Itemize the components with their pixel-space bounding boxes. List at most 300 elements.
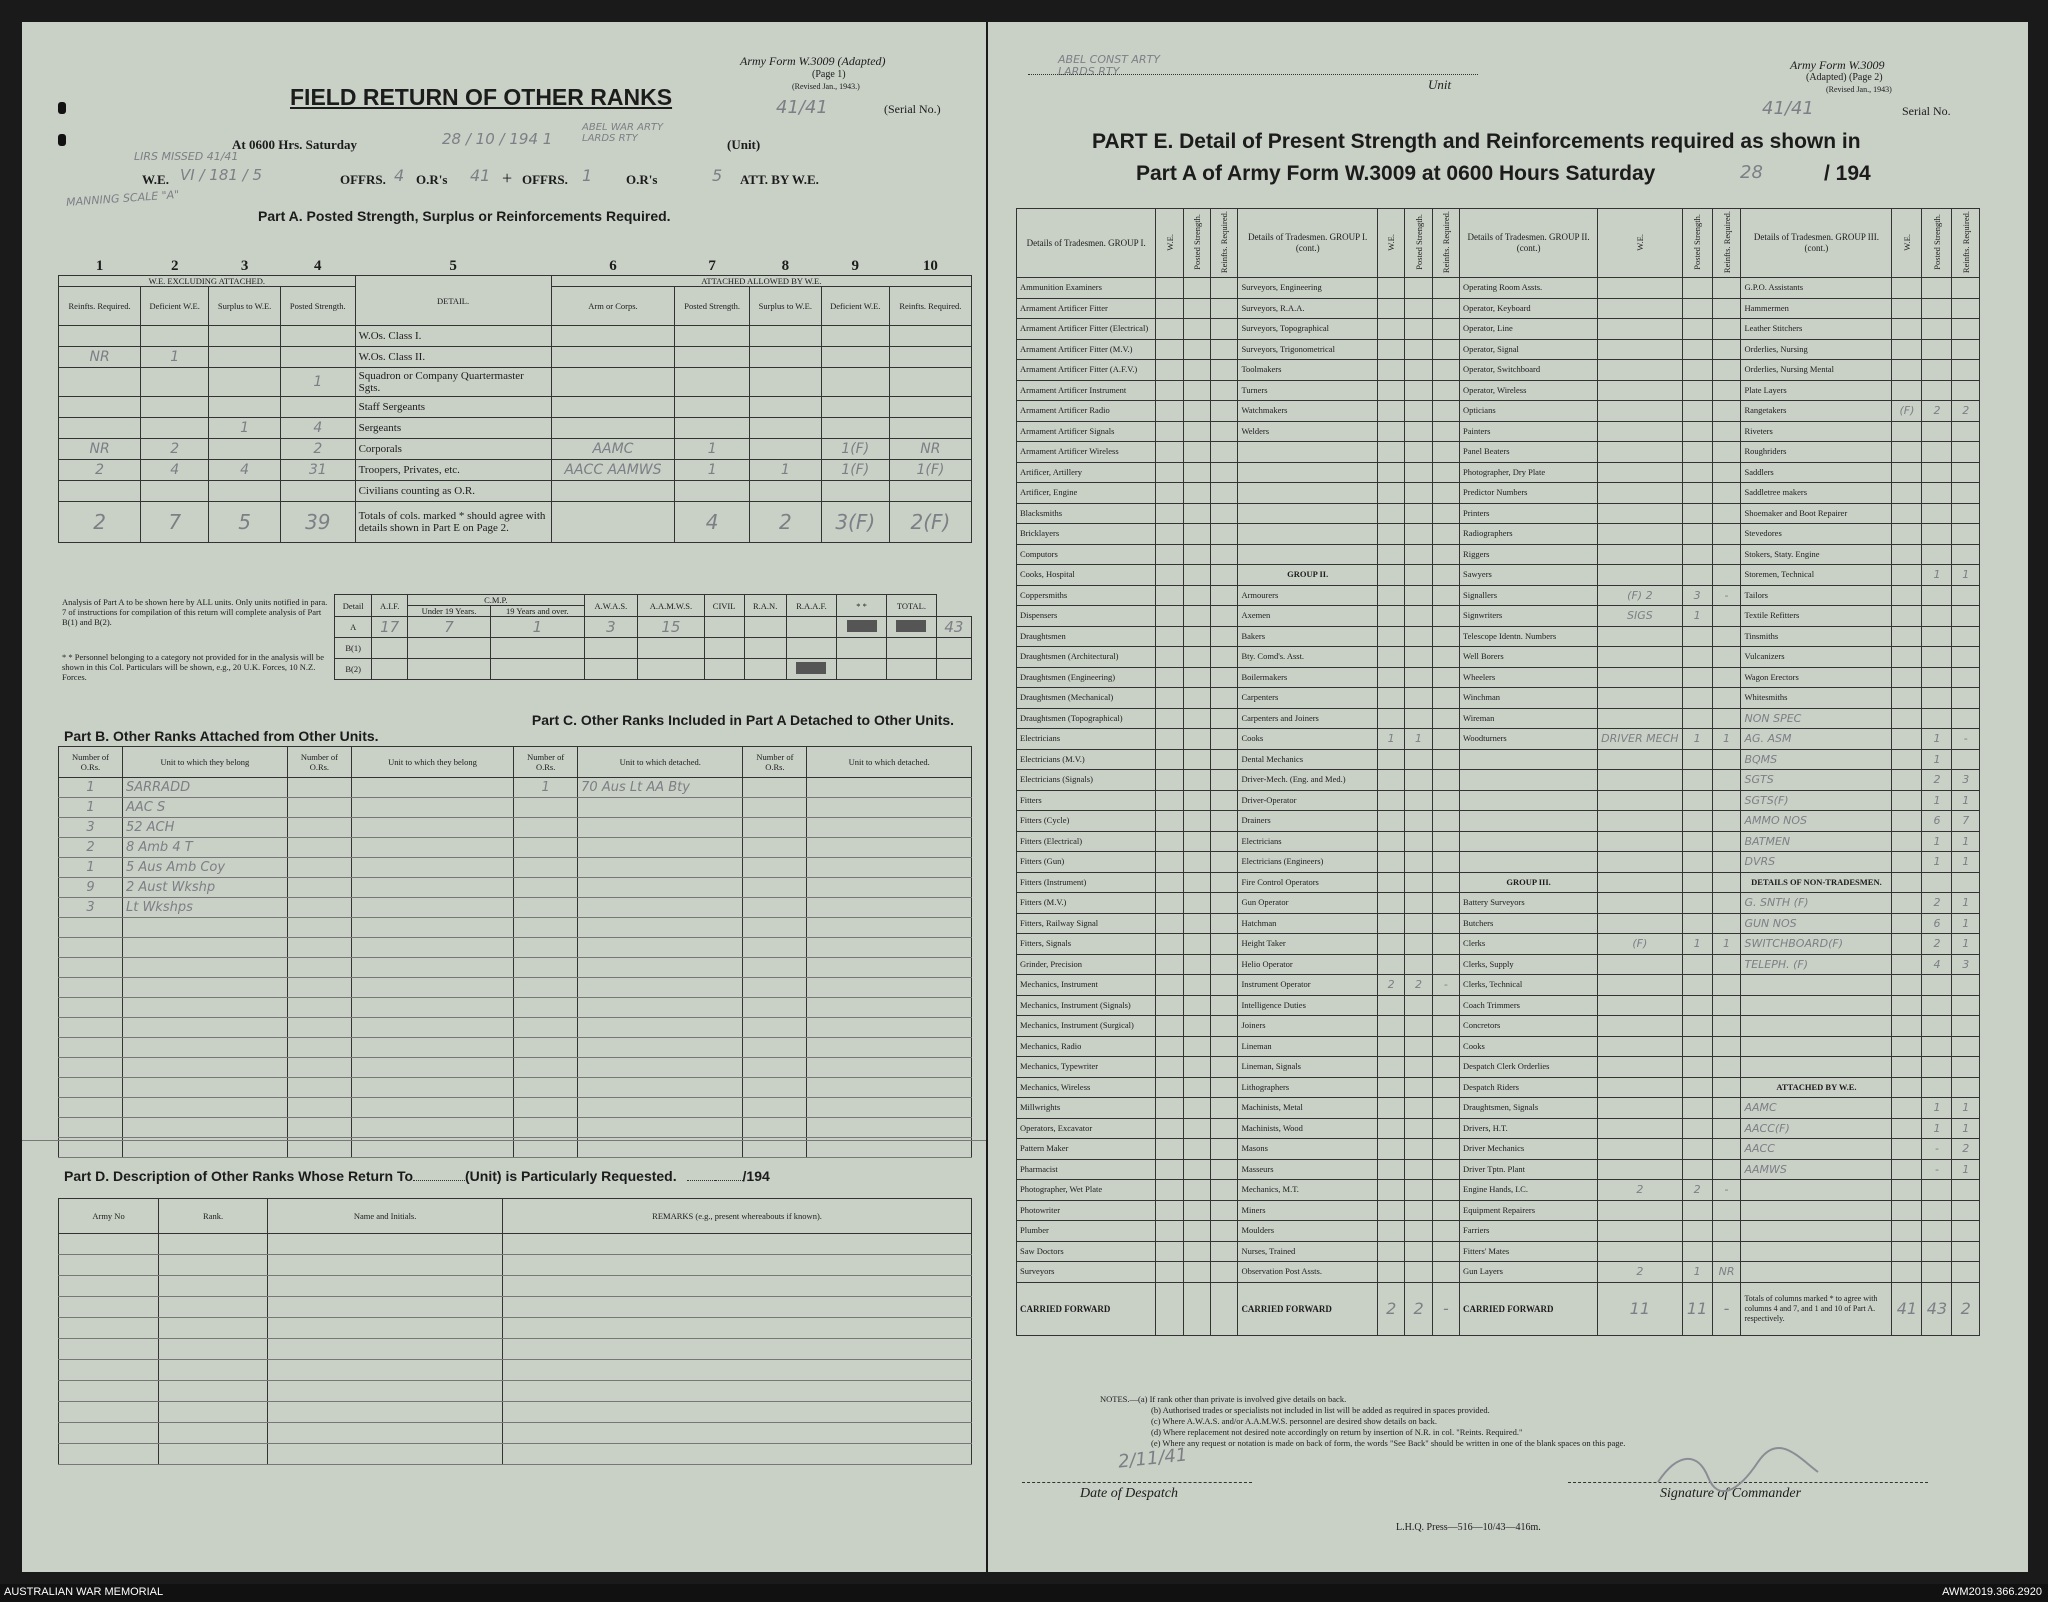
trade-label: Operator, Keyboard [1460, 298, 1598, 319]
count-cell [1156, 1282, 1183, 1335]
trade-label: Electricians [1017, 729, 1156, 750]
count-cell [1405, 1139, 1432, 1160]
count-cell [1211, 606, 1238, 627]
analysis-cell: 7 [407, 617, 490, 638]
count-cell [1682, 1057, 1712, 1078]
part-e-table [1016, 208, 1980, 1336]
count-cell [1598, 811, 1682, 832]
part-bc-row [59, 1058, 972, 1078]
part-d-cell [159, 1255, 268, 1276]
col-number: 8 [781, 258, 790, 274]
count-cell [1377, 954, 1404, 975]
trade-label: GUN NOS [1741, 913, 1892, 934]
part-bc-cell [578, 818, 743, 838]
count-cell [1432, 1139, 1459, 1160]
count-cell [1712, 483, 1741, 504]
count-cell [1405, 913, 1432, 934]
handwritten-cell [59, 368, 141, 397]
count-cell [1682, 278, 1712, 299]
count-cell: 1 [1952, 831, 1980, 852]
count-cell [1598, 1098, 1682, 1119]
trade-label: Bricklayers [1017, 524, 1156, 545]
part-e-row [1017, 1159, 1980, 1180]
count-cell [1682, 462, 1712, 483]
part-bc-cell [122, 998, 287, 1018]
count-cell [1922, 1057, 1952, 1078]
count-cell: - [1712, 1180, 1741, 1201]
count-cell [1952, 626, 1980, 647]
part-bc-cell [807, 1078, 972, 1098]
count-cell [1405, 647, 1432, 668]
count-cell [1183, 524, 1210, 545]
count-cell [1432, 688, 1459, 709]
fold-line [22, 1140, 986, 1141]
count-cell [1211, 1241, 1238, 1262]
part-bc-cell: 8 Amb 4 T [122, 838, 287, 858]
count-cell [1183, 790, 1210, 811]
count-cell [1712, 667, 1741, 688]
part-bc-cell [578, 1098, 743, 1118]
count-cell [1712, 647, 1741, 668]
trade-label: Equipment Repairers [1460, 1200, 1598, 1221]
analysis-cell [936, 638, 971, 659]
count-cell [1211, 893, 1238, 914]
count-cell [1156, 565, 1183, 586]
part-d-cell [159, 1339, 268, 1360]
count-cell: - [1432, 1282, 1459, 1335]
handwritten-cell: 39 [281, 502, 356, 543]
count-cell [1922, 1262, 1952, 1283]
handwritten-cell [749, 368, 821, 397]
count-cell [1405, 1016, 1432, 1037]
count-cell: 1 [1682, 934, 1712, 955]
trade-label: Draughtsmen (Architectural) [1017, 647, 1156, 668]
count-cell [1377, 421, 1404, 442]
trade-label: Axemen [1238, 606, 1378, 627]
sub-header [1598, 209, 1682, 278]
analysis-cell [372, 659, 408, 680]
count-cell [1952, 688, 1980, 709]
part-e-row [1017, 975, 1980, 996]
trade-label: AAMWS [1741, 1159, 1892, 1180]
analysis-header: A.I.F. [372, 595, 408, 617]
count-cell [1598, 1241, 1682, 1262]
col-number: 10 [922, 258, 938, 274]
part-a-row [59, 347, 972, 368]
count-cell [1211, 626, 1238, 647]
count-cell [1377, 1200, 1404, 1221]
trade-label: Carpenters and Joiners [1238, 708, 1378, 729]
part-bc-cell [743, 838, 807, 858]
handwritten-cell [551, 481, 675, 502]
count-cell [1377, 1221, 1404, 1242]
trade-label: Sawyers [1460, 565, 1598, 586]
count-cell [1682, 339, 1712, 360]
handwritten-cell [209, 439, 281, 460]
part-bc-cell [743, 798, 807, 818]
note-d: (d) Where replacement not desired note accordingly on return by insertion of N.R. in col. "Reints. Required." [1151, 1427, 1523, 1437]
part-bc-cell [122, 1058, 287, 1078]
part-bc-cell [514, 918, 578, 938]
count-cell [1211, 401, 1238, 422]
page-label: (Page 1) [812, 69, 846, 80]
count-cell [1922, 1241, 1952, 1262]
count-cell [1922, 298, 1952, 319]
detail-label: Troopers, Privates, etc. [355, 460, 551, 481]
trade-label: Machinists, Metal [1238, 1098, 1378, 1119]
part-a-row [59, 397, 972, 418]
part-bc-cell [287, 878, 351, 898]
trade-label: Printers [1460, 503, 1598, 524]
part-d-cell [503, 1339, 972, 1360]
count-cell [1377, 667, 1404, 688]
handwritten-cell [141, 418, 209, 439]
count-cell [1432, 934, 1459, 955]
count-cell [1377, 811, 1404, 832]
trade-label [1741, 1200, 1892, 1221]
count-cell: - [1922, 1139, 1952, 1160]
count-cell [1432, 524, 1459, 545]
count-cell [1183, 913, 1210, 934]
part-bc-cell [351, 1038, 513, 1058]
count-cell [1377, 401, 1404, 422]
count-cell [1712, 831, 1741, 852]
part-d-cell [503, 1402, 972, 1423]
part-d-cell [59, 1318, 159, 1339]
part-bc-cell [122, 918, 287, 938]
note-a: NOTES.—(a) If rank other than private is involved give details on back. [1100, 1394, 1347, 1404]
count-cell: 2 [1922, 770, 1952, 791]
analysis-header: 19 Years and over. [491, 606, 585, 617]
part-e-row [1017, 544, 1980, 565]
count-cell [1432, 1180, 1459, 1201]
count-cell [1922, 606, 1952, 627]
part-e-row [1017, 954, 1980, 975]
count-cell [1712, 278, 1741, 299]
trade-label: Battery Surveyors [1460, 893, 1598, 914]
part-d-cell [268, 1444, 503, 1465]
count-cell [1598, 1057, 1682, 1078]
trade-label: Riveters [1741, 421, 1892, 442]
sub-header-text: W.E. [1901, 233, 1912, 251]
handwritten-cell: 4 [281, 418, 356, 439]
part-d-cell [59, 1234, 159, 1255]
count-cell [1405, 708, 1432, 729]
part-e-row [1017, 770, 1980, 791]
part-d-row [59, 1318, 972, 1339]
analysis-header-row [335, 595, 972, 606]
part-bc-cell [807, 1018, 972, 1038]
count-cell [1598, 1139, 1682, 1160]
count-cell [1892, 1241, 1922, 1262]
part-d-cell [159, 1234, 268, 1255]
part-bc-cell [514, 858, 578, 878]
count-cell [1405, 483, 1432, 504]
column-header: Posted Strength. [281, 287, 356, 326]
count-cell [1156, 1118, 1183, 1139]
handwritten-cell [551, 326, 675, 347]
part-d-cell [503, 1423, 972, 1444]
count-cell [1405, 688, 1432, 709]
part-bc-row [59, 1098, 972, 1118]
trade-label: Carpenters [1238, 688, 1378, 709]
at-line: At 0600 Hrs. Saturday [232, 137, 357, 152]
count-cell [1952, 483, 1980, 504]
count-cell [1156, 1262, 1183, 1283]
count-cell: 1 [1922, 729, 1952, 750]
count-cell [1405, 421, 1432, 442]
handwritten-cell [281, 326, 356, 347]
count-cell [1156, 1139, 1183, 1160]
part-d-header: Name and Initials. [268, 1199, 503, 1234]
count-cell [1405, 1200, 1432, 1221]
count-cell [1211, 1282, 1238, 1335]
sub-header-text: W.E. [1164, 233, 1175, 251]
trade-label: Mechanics, Radio [1017, 1036, 1156, 1057]
handwritten-cell: 1(F) [889, 460, 971, 481]
trade-label: Surveyors, R.A.A. [1238, 298, 1378, 319]
part-bc-cell [59, 1058, 123, 1078]
part-d-cell [268, 1360, 503, 1381]
part-bc-cell [578, 938, 743, 958]
count-cell [1682, 770, 1712, 791]
part-e-date-hw: 28 [1740, 162, 1763, 183]
count-cell [1405, 954, 1432, 975]
sub-header-text: Reinfts. Required. [1960, 210, 1971, 274]
count-cell [1377, 278, 1404, 299]
count-cell [1892, 729, 1922, 750]
part-bc-cell [514, 998, 578, 1018]
count-cell [1952, 1262, 1980, 1283]
trade-label: Hatchman [1238, 913, 1378, 934]
count-cell [1598, 1221, 1682, 1242]
trade-label: Lithographers [1238, 1077, 1378, 1098]
trade-label: Dispensers [1017, 606, 1156, 627]
count-cell [1156, 1159, 1183, 1180]
count-cell [1712, 1057, 1741, 1078]
count-cell [1377, 1159, 1404, 1180]
count-cell [1712, 749, 1741, 770]
trade-label: Panel Beaters [1460, 442, 1598, 463]
handwritten-cell: 4 [209, 460, 281, 481]
count-cell [1892, 626, 1922, 647]
count-cell: 2 [1598, 1180, 1682, 1201]
count-cell [1952, 442, 1980, 463]
handwritten-cell [209, 481, 281, 502]
handwritten-cell [281, 347, 356, 368]
trade-label: Masons [1238, 1139, 1378, 1160]
count-cell [1183, 770, 1210, 791]
part-a-table [58, 258, 972, 543]
count-cell: 2 [1405, 1282, 1432, 1335]
serial-label: (Serial No.) [884, 102, 941, 116]
count-cell: 2 [1952, 1139, 1980, 1160]
trade-label: Pattern Maker [1017, 1139, 1156, 1160]
count-cell [1682, 708, 1712, 729]
count-cell [1712, 1139, 1741, 1160]
sub-header-text: Posted Strength. [1191, 214, 1202, 270]
count-cell [1922, 872, 1952, 893]
count-cell [1211, 565, 1238, 586]
trade-label: Clerks, Technical [1460, 975, 1598, 996]
part-bc-cell [743, 998, 807, 1018]
count-cell [1211, 339, 1238, 360]
trade-label: AMMO NOS [1741, 811, 1892, 832]
count-cell [1183, 319, 1210, 340]
part-d-cell [503, 1255, 972, 1276]
trade-label: Plate Layers [1741, 380, 1892, 401]
count-cell [1712, 995, 1741, 1016]
analysis-cell [704, 617, 744, 638]
count-cell [1183, 852, 1210, 873]
count-cell [1598, 1036, 1682, 1057]
form-id: Army Form W.3009 (Adapted) [740, 54, 886, 68]
sub-header [1952, 209, 1980, 278]
analysis-cell [744, 638, 786, 659]
count-cell [1922, 708, 1952, 729]
part-d-row [59, 1402, 972, 1423]
trade-label: Armament Artificer Fitter (M.V.) [1017, 339, 1156, 360]
trade-label: Moulders [1238, 1221, 1378, 1242]
part-d-cell [59, 1360, 159, 1381]
sub-header-text: Posted Strength. [1931, 214, 1942, 270]
count-cell [1682, 975, 1712, 996]
part-bc-cell [351, 958, 513, 978]
handwritten-cell: 1 [749, 460, 821, 481]
count-cell: 3 [1952, 770, 1980, 791]
part-bc-cell [287, 898, 351, 918]
count-cell [1712, 872, 1741, 893]
analysis-row [335, 617, 972, 638]
col-number: 2 [170, 258, 179, 274]
trade-label: SGTS [1741, 770, 1892, 791]
count-cell [1712, 790, 1741, 811]
count-cell [1892, 1118, 1922, 1139]
trade-label: Coppersmiths [1017, 585, 1156, 606]
count-cell [1892, 995, 1922, 1016]
count-cell [1892, 1221, 1922, 1242]
count-cell [1183, 585, 1210, 606]
count-cell [1211, 298, 1238, 319]
part-e-row [1017, 483, 1980, 504]
count-cell [1682, 872, 1712, 893]
part-bc-header: Number of O.Rs. [514, 747, 578, 778]
count-cell [1377, 688, 1404, 709]
part-e-row [1017, 380, 1980, 401]
commander-signature [1648, 1442, 1848, 1502]
count-cell [1211, 688, 1238, 709]
part-bc-cell [351, 838, 513, 858]
handwritten-cell [675, 481, 750, 502]
trade-label [1741, 1221, 1892, 1242]
part-b-title: Part B. Other Ranks Attached from Other Units. [64, 728, 379, 744]
trade-label: Orderlies, Nursing [1741, 339, 1892, 360]
count-cell [1211, 421, 1238, 442]
handwritten-cell [749, 439, 821, 460]
count-cell [1405, 934, 1432, 955]
count-cell [1682, 380, 1712, 401]
count-cell [1952, 667, 1980, 688]
trade-label: Riggers [1460, 544, 1598, 565]
analysis-row [335, 638, 972, 659]
part-e-row [1017, 1200, 1980, 1221]
sub-header-text: Posted Strength. [1413, 214, 1424, 270]
part-d-cell [503, 1381, 972, 1402]
count-cell [1156, 380, 1183, 401]
date-handwritten: 28 / 10 / 194 1 [442, 130, 553, 148]
count-cell [1211, 872, 1238, 893]
part-d-unit-blank [413, 1180, 465, 1181]
trade-label: Despatch Clerk Orderlies [1460, 1057, 1598, 1078]
count-cell [1156, 606, 1183, 627]
count-cell [1211, 319, 1238, 340]
count-cell [1682, 483, 1712, 504]
count-cell [1598, 1159, 1682, 1180]
part-bc-cell [807, 798, 972, 818]
handwritten-cell: AAMC [551, 439, 675, 460]
count-cell [1922, 319, 1952, 340]
count-cell [1183, 729, 1210, 750]
count-cell [1405, 278, 1432, 299]
part-bc-cell: 2 Aust Wkshp [122, 878, 287, 898]
part-d-title-text: Part D. Description of Other Ranks Whose Return To [64, 1168, 414, 1184]
count-cell [1156, 708, 1183, 729]
part-d-cell [59, 1339, 159, 1360]
part-d-cell [268, 1297, 503, 1318]
count-cell [1598, 319, 1682, 340]
trade-label: Surveyors, Engineering [1238, 278, 1378, 299]
count-cell [1712, 1241, 1741, 1262]
part-d-header: REMARKS (e.g., present whereabouts if known). [503, 1199, 972, 1234]
count-cell [1183, 360, 1210, 381]
trade-label: Armament Artificer Fitter [1017, 298, 1156, 319]
punch-hole [58, 134, 66, 146]
trade-label: Despatch Riders [1460, 1077, 1598, 1098]
trade-label: Welders [1238, 421, 1378, 442]
part-bc-cell [514, 838, 578, 858]
group-header: Details of Tradesmen. GROUP I. (cont.) [1238, 209, 1378, 278]
analysis-cell: 1 [491, 617, 585, 638]
carried-forward-label: CARRIED FORWARD [1238, 1282, 1378, 1335]
part-d-cell [268, 1402, 503, 1423]
count-cell [1432, 1262, 1459, 1283]
count-cell [1432, 1077, 1459, 1098]
part-c-title: Part C. Other Ranks Included in Part A Detached to Other Units. [531, 712, 955, 728]
part-bc-cell [578, 858, 743, 878]
detail-label: W.Os. Class I. [355, 326, 551, 347]
count-cell [1682, 360, 1712, 381]
carried-forward-label: CARRIED FORWARD [1460, 1282, 1598, 1335]
handwritten-cell [749, 347, 821, 368]
handwritten-cell [551, 368, 675, 397]
count-cell [1598, 298, 1682, 319]
count-cell [1712, 360, 1741, 381]
part-d-cell [268, 1276, 503, 1297]
trade-label: Painters [1460, 421, 1598, 442]
part-bc-cell [743, 958, 807, 978]
analysis-cell [936, 659, 971, 680]
trade-label: Drivers, H.T. [1460, 1118, 1598, 1139]
count-cell [1156, 1077, 1183, 1098]
handwritten-cell: 7 [141, 502, 209, 543]
redaction-box [896, 620, 926, 632]
trade-label: Toolmakers [1238, 360, 1378, 381]
count-cell [1922, 524, 1952, 545]
count-cell [1156, 1036, 1183, 1057]
count-cell [1432, 811, 1459, 832]
count-cell [1892, 503, 1922, 524]
count-cell [1156, 770, 1183, 791]
